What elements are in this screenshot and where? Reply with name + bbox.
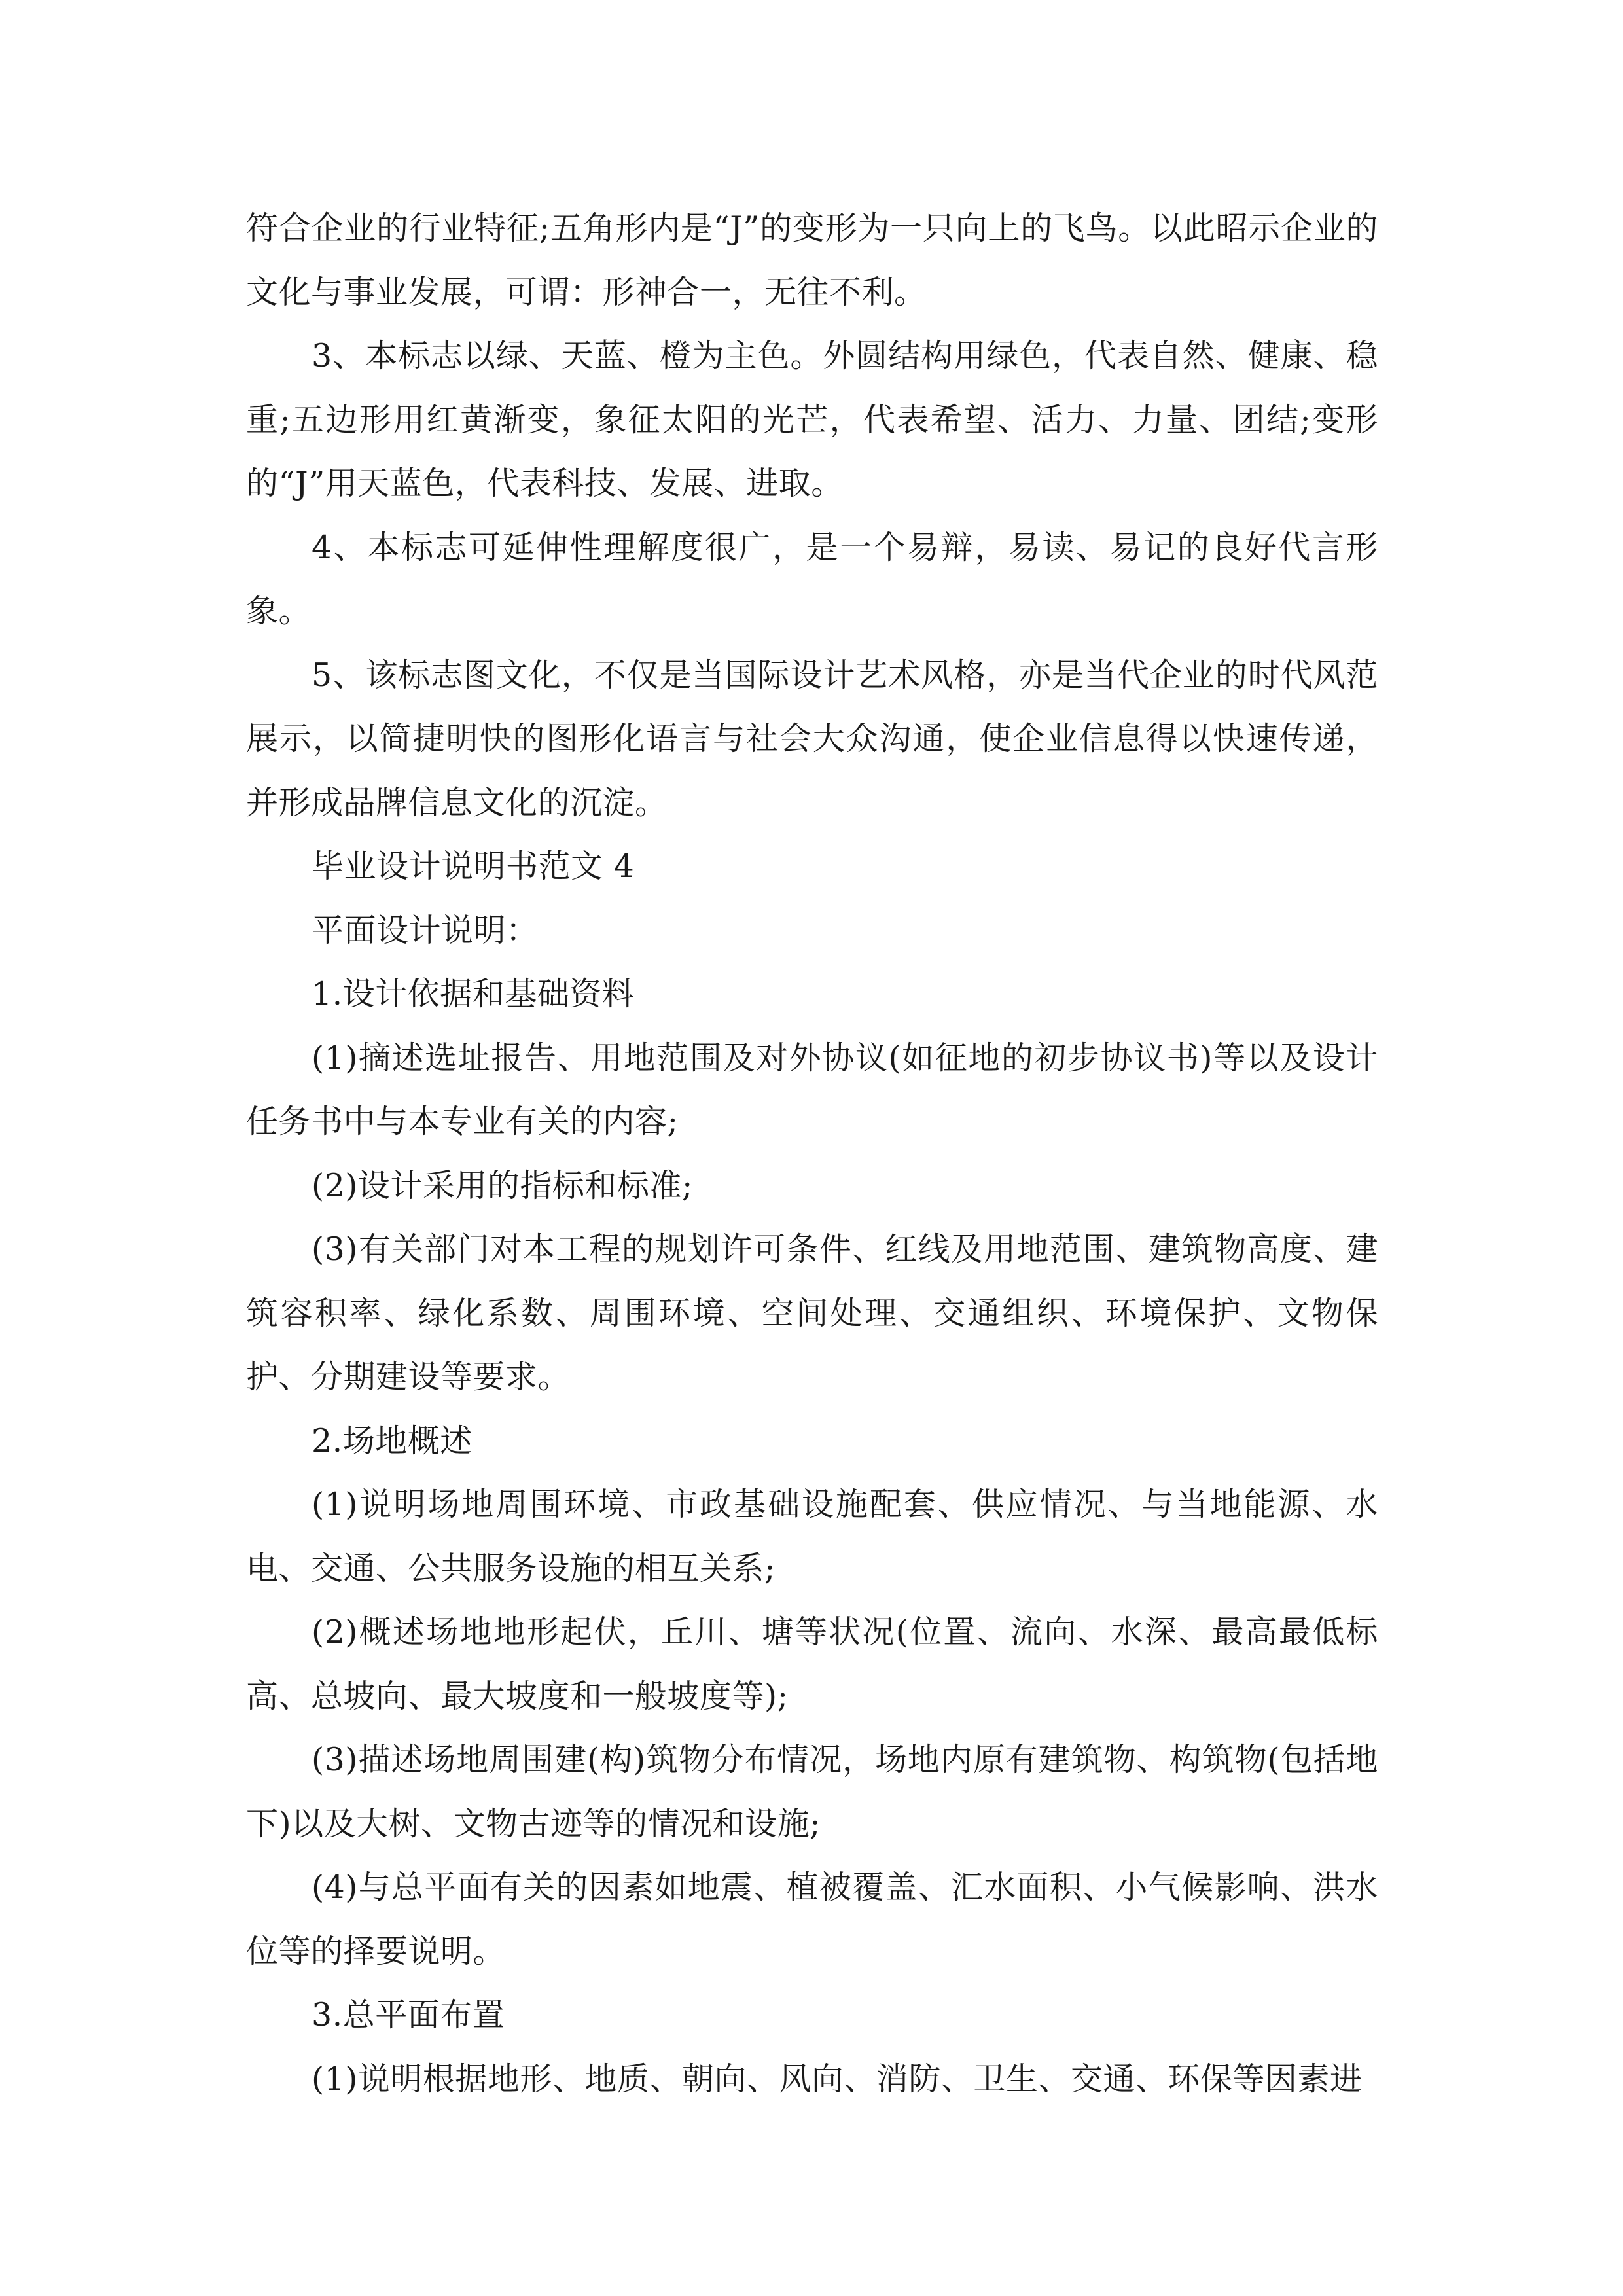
list-item-site-overview-2: (2)概述场地地形起伏，丘川、塘等状况(位置、流向、水深、最高最低标高、总坡向、最大坡度和一般坡度等); [246, 1613, 1378, 1715]
list-item-site-overview-3: (3)描述场地周围建(构)筑物分布情况，场地内原有建筑物、构筑物(包括地下)以及大树、文物古迹等的情况和设施; [246, 1741, 1378, 1842]
paragraph-logo-meaning-continued: 符合企业的行业特征;五角形内是“J”的变形为一只向上的飞鸟。以此昭示企业的文化与事业发展，可谓：形神合一，无往不利。 [246, 209, 1378, 311]
heading-design-basis: 1.设计依据和基础资料 [312, 975, 635, 1013]
list-item-site-overview-1: (1)说明场地周围环境、市政基础设施配套、供应情况、与当地能源、水电、交通、公共服务设施的相互关系; [246, 1486, 1378, 1587]
document-body [246, 196, 1378, 2111]
paragraph-logo-colors: 3、本标志以绿、天蓝、橙为主色。外圆结构用绿色，代表自然、健康、稳重;五边形用红黄渐变，象征太阳的光芒，代表希望、活力、力量、团结;变形的“J”用天蓝色，代表科技、发展、进取。 [246, 337, 1378, 502]
list-item-design-basis-1: (1)摘述选址报告、用地范围及对外协议(如征地的初步协议书)等以及设计任务书中与本专业有关的内容; [246, 1039, 1378, 1140]
heading-general-layout: 3.总平面布置 [312, 1996, 505, 2034]
list-item-general-layout-1: (1)说明根据地形、地质、朝向、风向、消防、卫生、交通、环保等因素进 [312, 2060, 1363, 2098]
heading-site-overview: 2.场地概述 [312, 1422, 473, 1460]
list-item-site-overview-4: (4)与总平面有关的因素如地震、植被覆盖、汇水面积、小气候影响、洪水位等的择要说明。 [246, 1869, 1378, 1970]
paragraph-logo-style: 5、该标志图文化，不仅是当国际设计艺术风格，亦是当代企业的时代风范展示，以简捷明快的图形化语言与社会大众沟通，使企业信息得以快速传递，并形成品牌信息文化的沉淀。 [246, 656, 1378, 821]
paragraph-logo-extensibility: 4、本标志可延伸性理解度很广，是一个易辩，易读、易记的良好代言形象。 [246, 528, 1378, 630]
list-item-design-basis-2: (2)设计采用的指标和标准; [312, 1166, 693, 1204]
section-title-sample-4: 毕业设计说明书范文 4 [312, 848, 635, 885]
list-item-design-basis-3: (3)有关部门对本工程的规划许可条件、红线及用地范围、建筑物高度、建筑容积率、绿化系数、周围环境、空间处理、交通组织、环境保护、文物保护、分期建设等要求。 [246, 1230, 1378, 1395]
subsection-title-plan-design: 平面设计说明： [312, 911, 539, 949]
